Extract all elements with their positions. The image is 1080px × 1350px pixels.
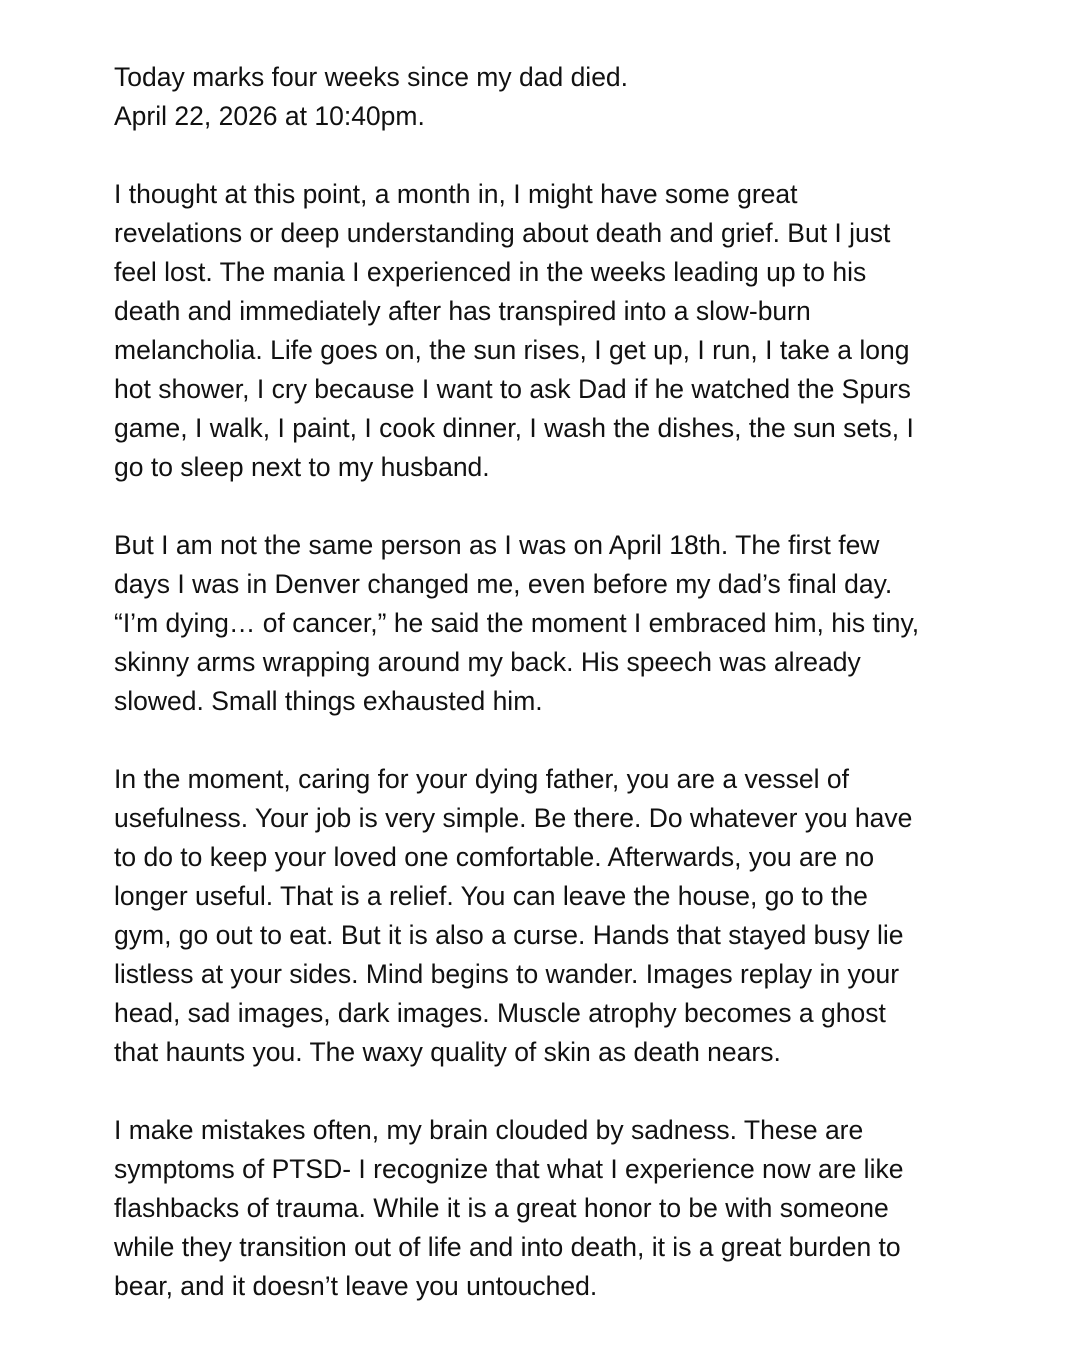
text-line: revelations or deep understanding about death and grief. But I just xyxy=(114,218,891,248)
text-line: feel lost. The mania I experienced in the weeks leading up to his xyxy=(114,257,867,287)
text-line: melancholia. Life goes on, the sun rises, I get up, I run, I take a long xyxy=(114,335,910,365)
text-line: I make mistakes often, my brain clouded by sadness. These are xyxy=(114,1115,864,1145)
paragraph-1 xyxy=(114,175,974,487)
text-line: while they transition out of life and into death, it is a great burden to xyxy=(114,1232,901,1262)
text-line: to do to keep your loved one comfortable. Afterwards, you are no xyxy=(114,842,875,872)
entry-header xyxy=(114,58,974,136)
journal-entry xyxy=(114,58,974,1306)
text-line: game, I walk, I paint, I cook dinner, I wash the dishes, the sun sets, I xyxy=(114,413,914,443)
text-line: that haunts you. The waxy quality of skin as death nears. xyxy=(114,1037,781,1067)
text-line: symptoms of PTSD- I recognize that what I experience now are like xyxy=(114,1154,904,1184)
text-line: listless at your sides. Mind begins to wander. Images replay in your xyxy=(114,959,900,989)
text-line: bear, and it doesn’t leave you untouched. xyxy=(114,1271,598,1301)
paragraph-2 xyxy=(114,526,974,721)
entry-date: April 22, 2026 at 10:40pm. xyxy=(114,101,425,131)
text-line: slowed. Small things exhausted him. xyxy=(114,686,543,716)
paragraph-3 xyxy=(114,760,974,1072)
text-line: flashbacks of trauma. While it is a great honor to be with someone xyxy=(114,1193,889,1223)
text-line: But I am not the same person as I was on April 18th. The first few xyxy=(114,530,880,560)
text-line: gym, go out to eat. But it is also a curse. Hands that stayed busy lie xyxy=(114,920,904,950)
text-line: go to sleep next to my husband. xyxy=(114,452,490,482)
text-line: skinny arms wrapping around my back. His speech was already xyxy=(114,647,861,677)
text-line: head, sad images, dark images. Muscle atrophy becomes a ghost xyxy=(114,998,886,1028)
text-line: hot shower, I cry because I want to ask Dad if he watched the Spurs xyxy=(114,374,911,404)
paragraph-4 xyxy=(114,1111,974,1306)
text-line: death and immediately after has transpired into a slow-burn xyxy=(114,296,811,326)
text-line: In the moment, caring for your dying father, you are a vessel of xyxy=(114,764,850,794)
text-line: usefulness. Your job is very simple. Be there. Do whatever you have xyxy=(114,803,913,833)
text-line: “I’m dying… of cancer,” he said the moment I embraced him, his tiny, xyxy=(114,608,920,638)
text-line: I thought at this point, a month in, I might have some great xyxy=(114,179,798,209)
text-line: days I was in Denver changed me, even before my dad’s final day. xyxy=(114,569,893,599)
entry-title: Today marks four weeks since my dad died. xyxy=(114,62,629,92)
text-line: longer useful. That is a relief. You can leave the house, go to the xyxy=(114,881,868,911)
